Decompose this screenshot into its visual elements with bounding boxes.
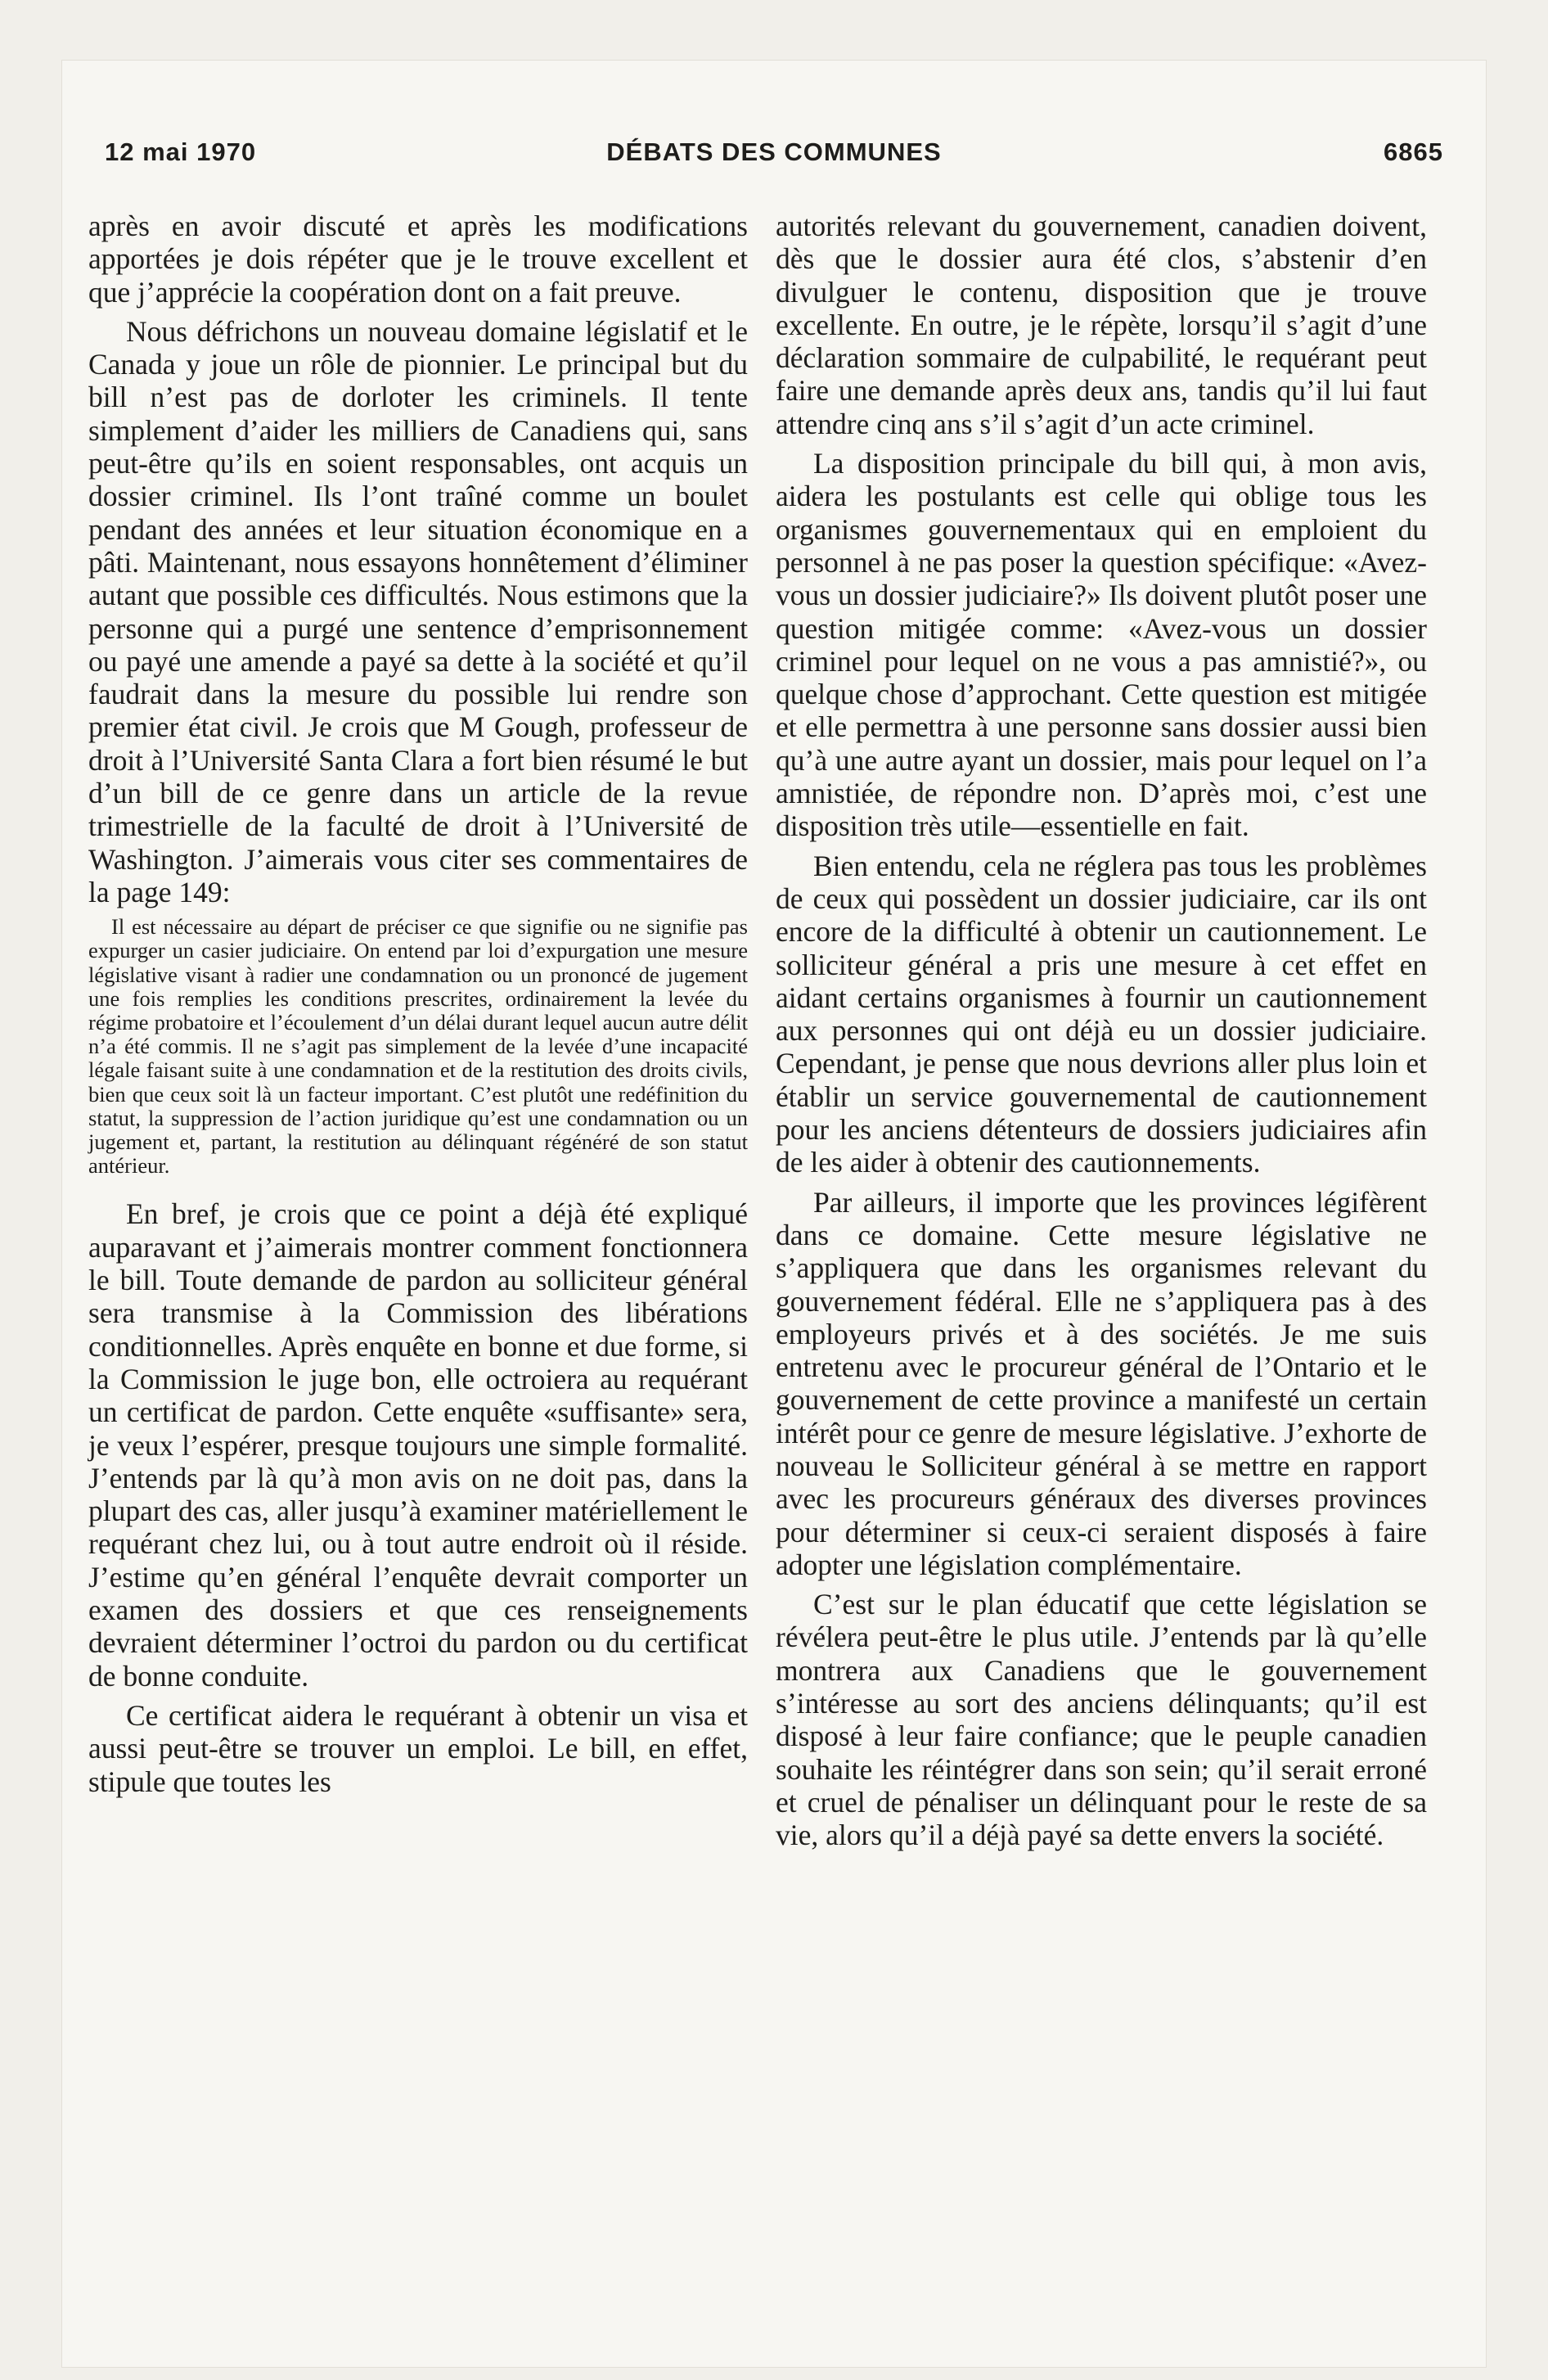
page [62,61,1486,2367]
page-header [105,137,1443,177]
paragraph: La disposition principale du bill qui, à mon avis, aidera les postulants est celle qui oblige tous les organismes gouvernementaux qui en emploient du personnel à ne pas poser la question spécifique: «Avez-vous un dossier judiciaire?» Ils doivent plutôt poser une question mitigée comme: «Avez-vous un dossier criminel pour lequel on ne vous a pas amnistié?», ou quelque chose d’approchant. Cette question est mitigée et elle permettra à une personne sans dossier aussi bien qu’à une autre ayant un dossier, mais pour lequel on l’a amnistiée, de répondre non. D’après moi, c’est une disposition très utile—essentielle en fait. [776,447,1427,843]
block-quote: Il est nécessaire au départ de préciser ce que signifie ou ne signifie pas expurger un casier judiciaire. On entend par loi d’expurgation une mesure législative visant à radier une condamnation ou un prononcé de jugement une fois remplies les conditions prescrites, ordinairement la levée du régime probatoire et l’écoulement d’un délai durant lequel aucun autre délit n’a été commis. Il ne s’agit pas simplement de la levée d’une incapacité légale faisant suite à une condamnation et de la restitution des droits civils, bien que ceux soit là un facteur important. C’est plutôt une redéfinition du statut, la suppression de l’action juridique qu’est une condamnation ou un jugement et, partant, la restitution au délinquant régénéré de son statut antérieur. [88,914,748,1179]
right-column [776,210,1427,1859]
header-date: 12 mai 1970 [105,137,257,166]
paragraph: après en avoir discuté et après les modifications apportées je dois répéter que je le trouve excellent et que j’apprécie la coopération dont on a fait preuve. [88,210,748,309]
paragraph: En bref, je crois que ce point a déjà été expliqué auparavant et j’aimerais montrer comment fonctionnera le bill. Toute demande de pardon au solliciteur général sera transmise à la Commission des libérations conditionnelles. Après enquête en bonne et due forme, si la Commission le juge bon, elle octroiera au requérant un certificat de pardon. Cette enquête «suffisante» sera, je veux l’espérer, presque toujours une simple formalité. J’entends par là qu’à mon avis on ne doit pas, dans la plupart des cas, aller jusqu’à examiner matériellement le requérant chez lui, ou à tout autre endroit où il réside. J’estime qu’en général l’enquête devrait comporter un examen des dossiers et que ces renseignements devraient déterminer l’octroi du pardon ou du certificat de bonne conduite. [88,1197,748,1693]
paragraph: Par ailleurs, il importe que les provinces légifèrent dans ce domaine. Cette mesure législative ne s’appliquera que dans les organismes relevant du gouvernement fédéral. Elle ne s’appliquera pas à des employeurs privés et à des sociétés. Je me suis entretenu avec le procureur général de l’Ontario et le gouvernement de cette province a manifesté un certain intérêt pour ce genre de mesure législative. J’exhorte de nouveau le Solliciteur général à se mettre en rapport avec les procureurs généraux des diverses provinces pour déterminer si ceux-ci seraient disposés à faire adopter une législation complémentaire. [776,1185,1427,1581]
left-column [88,210,748,1805]
paragraph: Ce certificat aidera le requérant à obtenir un visa et aussi peut-être se trouver un emploi. Le bill, en effet, stipule que toutes les [88,1698,748,1798]
paragraph: C’est sur le plan éducatif que cette législation se révélera peut-être le plus utile. J’entends par là qu’elle montrera aux Canadiens que le gouvernement s’intéresse au sort des anciens délinquants; qu’il est disposé à leur faire confiance; que le peuple canadien souhaite les réintégrer dans son sein; qu’il serait erroné et cruel de pénaliser un délinquant pour le reste de sa vie, alors qu’il a déjà payé sa dette envers la société. [776,1588,1427,1852]
paragraph: Bien entendu, cela ne réglera pas tous les problèmes de ceux qui possèdent un dossier judiciaire, car ils ont encore de la difficulté à obtenir un cautionnement. Le solliciteur général a pris une mesure à cet effet en aidant certains organismes à fournir un cautionnement aux personnes qui ont déjà eu un dossier judiciaire. Cependant, je pense que nous devrions aller plus loin et établir un service gouvernemental de cautionnement pour les anciens détenteurs de dossiers judiciaires afin de les aider à obtenir des cautionnements. [776,849,1427,1179]
paragraph: autorités relevant du gouvernement, canadien doivent, dès que le dossier aura été clos, s’abstenir d’en divulguer le contenu, disposition que je trouve excellente. En outre, je le répète, lorsqu’il s’agit d’une déclaration sommaire de culpabilité, le requérant peut faire une demande après deux ans, tandis qu’il lui faut attendre cinq ans s’il s’agit d’un acte criminel. [776,210,1427,440]
paragraph: Nous défrichons un nouveau domaine législatif et le Canada y joue un rôle de pionnier. Le principal but du bill n’est pas de dorloter les criminels. Il tente simplement d’aider les milliers de Canadiens qui, sans peut-être qu’ils en soient responsables, ont acquis un dossier criminel. Ils l’ont traîné comme un boulet pendant des années et leur situation économique en a pâti. Maintenant, nous essayons honnêtement d’éliminer autant que possible ces difficultés. Nous estimons que la personne qui a purgé une sentence d’emprisonnement ou payé une amende a payé sa dette à la société et qu’il faudrait dans la mesure du possible lui rendre son premier état civil. Je crois que M Gough, professeur de droit à l’Université Santa Clara a fort bien résumé le but d’un bill de ce genre dans un article de la revue trimestrielle de la faculté de droit à l’Université de Washington. J’aimerais vous citer ses commentaires de la page 149: [88,314,748,908]
header-title: DÉBATS DES COMMUNES [606,137,942,166]
header-page-number: 6865 [1384,137,1443,166]
